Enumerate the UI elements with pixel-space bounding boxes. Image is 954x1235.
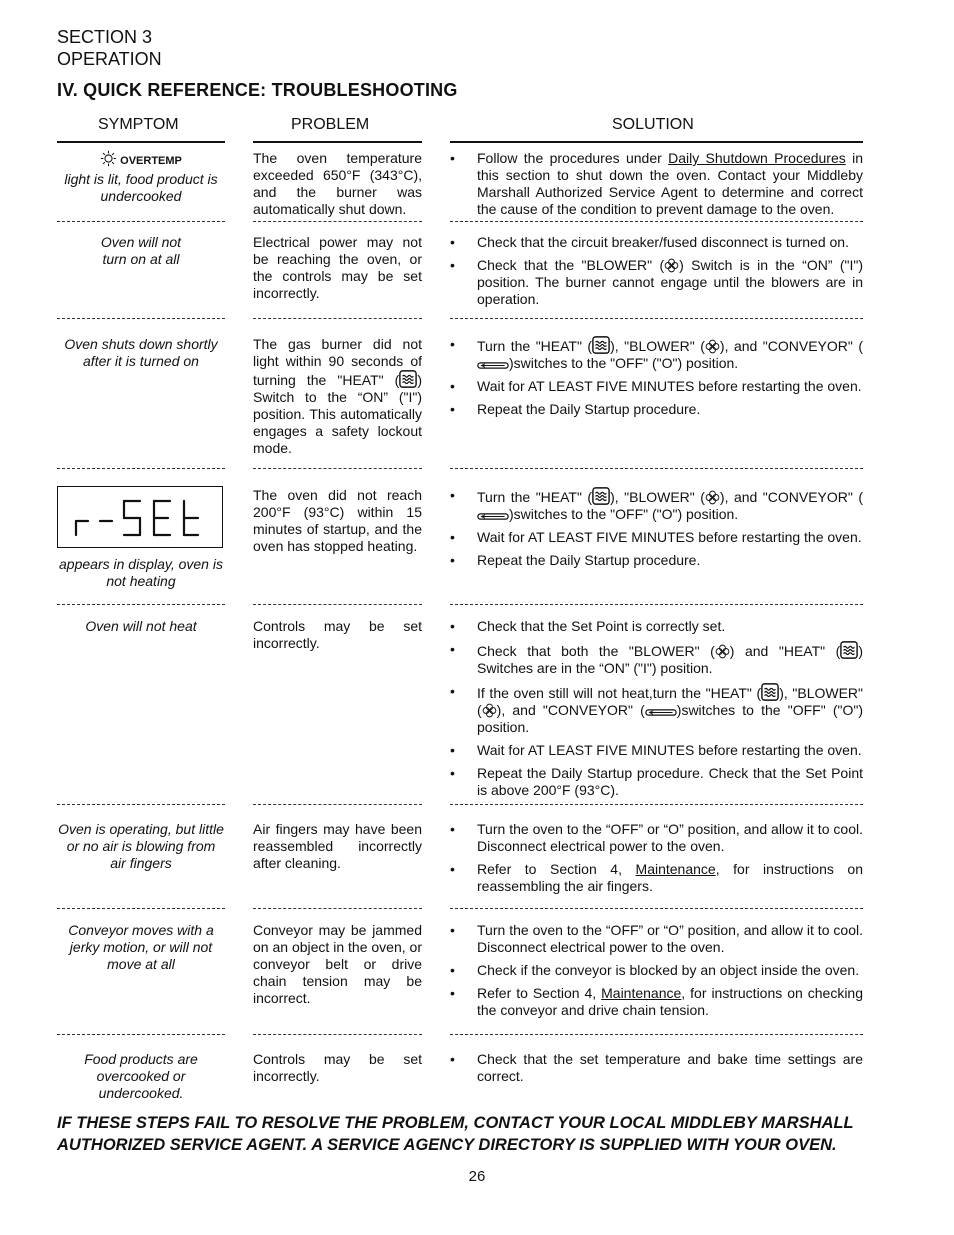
led-display [57, 486, 223, 548]
row-divider [450, 1034, 863, 1035]
row-divider [253, 804, 422, 805]
solution-item: • Check if the conveyor is blocked by an object inside the oven. [450, 962, 863, 979]
solution-item: • Check that the set temperature and bake time settings are correct. [450, 1051, 863, 1085]
maintenance-link: Maintenance [601, 985, 682, 1001]
blower-icon [705, 339, 720, 354]
section-number: SECTION 3 [57, 27, 153, 47]
solution-item: • Check that both the "BLOWER" ( ) and "HEAT" ( ) Switches are in the “ON” ("I") position. [450, 641, 863, 677]
solution-item: • Wait for AT LEAST FIVE MINUTES before restarting the oven. [450, 529, 863, 546]
row-divider [450, 604, 863, 605]
solution-item: • Refer to Section 4, Maintenance, for instructions on checking the conveyor and drive chain tension. [450, 985, 863, 1019]
solution-item: • Turn the "HEAT" ( ), "BLOWER" ( ), and "CONVEYOR" ()switches to the "OFF" ("O") position. [450, 487, 863, 523]
symptom-text: Food products are overcooked or undercooked. [84, 1051, 198, 1101]
row-divider [57, 221, 225, 222]
row-divider [253, 221, 422, 222]
section-title: OPERATION [57, 49, 162, 69]
row-divider [253, 604, 422, 605]
conveyor-icon [645, 707, 677, 718]
row-divider [57, 804, 225, 805]
rset-display-graphic [58, 487, 222, 547]
page-number: 26 [468, 1168, 486, 1185]
row-divider [57, 1034, 225, 1035]
row-divider [57, 908, 225, 909]
blower-icon [664, 258, 679, 273]
heat-icon [592, 336, 610, 354]
col-header-symptom: SYMPTOM [98, 116, 179, 133]
problem-text: The oven temperature exceeded 650°F (343°C), and the burner was automatically shut down. [253, 150, 422, 217]
col-header-solution: SOLUTION [612, 116, 694, 133]
solution-list [450, 234, 863, 314]
row-divider [57, 468, 225, 469]
blower-icon [715, 644, 730, 659]
solution-item: • Turn the oven to the “OFF” or “O” position, and allow it to cool. Disconnect electrical power to the oven. [450, 922, 863, 956]
heat-icon [399, 370, 417, 388]
solution-item: • Check that the Set Point is correctly set. [450, 618, 863, 635]
symptom-overtemp [57, 150, 225, 205]
row-divider [450, 908, 863, 909]
solution-item: • Follow the procedures under Daily Shutdown Procedures in this section to shut down the oven. Contact your Middleby Marshall Authorized Service Agent to determine and correct the cause of the condition to prevent damage to the oven. [450, 150, 863, 218]
solution-list [450, 150, 863, 224]
service-agent-notice: IF THESE STEPS FAIL TO RESOLVE THE PROBLEM, CONTACT YOUR LOCAL MIDDLEBY MARSHALL AUTHORIZED SERVICE AGENT. A SERVICE AGENCY DIRECTORY IS SUPPLIED WITH YOUR OVEN. [57, 1114, 854, 1154]
blower-icon [482, 703, 497, 718]
problem-text: The oven did not reach 200°F (93°C) within 15 minutes of startup, and the oven has stopped heating. [253, 487, 422, 554]
overtemp-indicator [57, 150, 225, 171]
solution-item: • Wait for AT LEAST FIVE MINUTES before restarting the oven. [450, 378, 863, 395]
symptom-text: Conveyor moves with a jerky motion, or will not move at all [68, 922, 214, 972]
maintenance-link: Maintenance [635, 861, 716, 877]
row-divider [253, 908, 422, 909]
section-header [57, 26, 162, 70]
row-divider [450, 468, 863, 469]
solution-list [450, 336, 863, 424]
problem-text: Conveyor may be jammed on an object in the oven, or conveyor belt or drive chain tension may be incorrect. [253, 922, 422, 1006]
solution-item: • Repeat the Daily Startup procedure. [450, 552, 863, 569]
heat-icon [592, 487, 610, 505]
row-divider [450, 221, 863, 222]
solution-list [450, 821, 863, 901]
solution-item: • Check that the "BLOWER" ( ) Switch is in the “ON” ("I") position. The burner cannot engage until the blowers are in operation. [450, 257, 863, 308]
conveyor-icon [477, 360, 509, 371]
problem-text: Controls may be set incorrectly. [253, 1051, 422, 1084]
col-rule-problem [253, 141, 422, 143]
row-divider [57, 318, 225, 319]
solution-item: • Turn the oven to the “OFF” or “O” position, and allow it to cool. Disconnect electrical power to the oven. [450, 821, 863, 855]
row-divider [450, 318, 863, 319]
daily-shutdown-link: Daily Shutdown Procedures [668, 150, 846, 166]
problem-text: Electrical power may not be reaching the oven, or the controls may be set incorrectly. [253, 234, 422, 301]
heat-icon [761, 683, 779, 701]
symptom-text: Oven will not heat [85, 618, 197, 634]
page-title: IV. QUICK REFERENCE: TROUBLESHOOTING [57, 80, 458, 100]
solution-list [450, 922, 863, 1025]
symptom-text: light is lit, food product is undercooked [64, 171, 218, 204]
row-divider [450, 804, 863, 805]
blower-icon [705, 490, 720, 505]
col-header-problem: PROBLEM [291, 116, 370, 133]
problem-text: Air fingers may have been reassembled incorrectly after cleaning. [253, 821, 422, 871]
solution-item: • Turn the "HEAT" ( ), "BLOWER" ( ), and "CONVEYOR" ()switches to the "OFF" ("O") position. [450, 336, 863, 372]
symptom-text: Oven is operating, but little or no air is blowing from air fingers [58, 821, 224, 871]
solution-item: • Repeat the Daily Startup procedure. [450, 401, 863, 418]
overtemp-light-icon [100, 150, 117, 167]
solution-item: • Wait for AT LEAST FIVE MINUTES before restarting the oven. [450, 742, 863, 759]
solution-item: • Refer to Section 4, Maintenance, for instructions on reassembling the air fingers. [450, 861, 863, 895]
symptom-text: appears in display, oven is not heating [59, 556, 223, 589]
symptom-text: Oven shuts down shortly after it is turned on [64, 336, 218, 369]
solution-list [450, 618, 863, 805]
solution-item: • Check that the circuit breaker/fused disconnect is turned on. [450, 234, 863, 251]
solution-list [450, 487, 863, 575]
row-divider [57, 604, 225, 605]
solution-list [450, 1051, 863, 1091]
solution-item: • If the oven still will not heat,turn the "HEAT" ( ), "BLOWER" ( ), and "CONVEYOR" ( )switches to the "OFF" ("O") position. [450, 683, 863, 736]
problem-text: The gas burner did not light within 90 seconds of turning the "HEAT" ( ) Switch to the “ON” ("I") position. This automatically engages a safety lockout mode. [253, 336, 422, 456]
conveyor-icon [477, 511, 509, 522]
row-divider [253, 468, 422, 469]
col-rule-solution [450, 141, 863, 143]
row-divider [253, 318, 422, 319]
heat-icon [840, 641, 858, 659]
col-rule-symptom [57, 141, 225, 143]
solution-item: • Repeat the Daily Startup procedure. Check that the Set Point is above 200°F (93°C). [450, 765, 863, 799]
problem-text: Controls may be set incorrectly. [253, 618, 422, 651]
overtemp-label: OVERTEMP [120, 155, 182, 167]
row-divider [253, 1034, 422, 1035]
symptom-text: Oven will not turn on at all [100, 234, 182, 267]
